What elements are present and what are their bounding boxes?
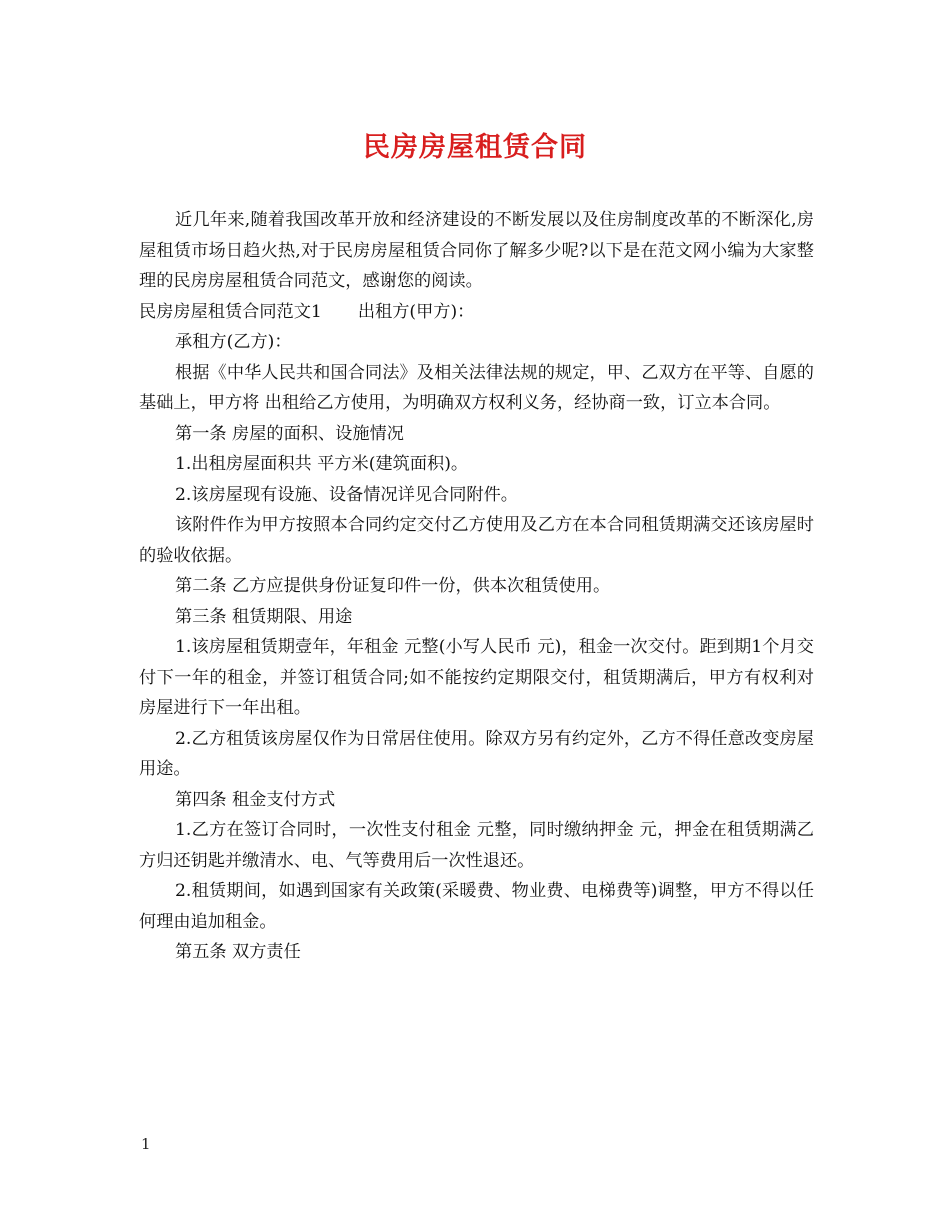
- article-4-title: 第四条 租金支付方式: [175, 789, 336, 810]
- page-number: 1: [141, 1135, 151, 1153]
- preamble-paragraph: 根据《中华人民共和国合同法》及相关法律法规的规定，甲、乙双方在平等、自愿的基础上，甲方将 出租给乙方使用，为明确双方权利义务，经协商一致，订立本合同。: [139, 362, 814, 413]
- article-4-item-2: 2.租赁期间，如遇到国家有关政策(采暖费、物业费、电梯费等)调整，甲方不得以任何理由追加租金。: [139, 881, 814, 932]
- lessee-label: 承租方(乙方)：: [175, 332, 292, 352]
- article-3-item-2: 2.乙方租赁该房屋仅作为日常居住使用。除双方另有约定外，乙方不得任意改变房屋用途。: [139, 728, 814, 779]
- sample-heading-line: [139, 297, 814, 328]
- article-1-title: 第一条 房屋的面积、设施情况: [175, 423, 404, 444]
- article-1-item-1: 1.出租房屋面积共 平方米(建筑面积)。: [175, 454, 469, 474]
- article-5-title: 第五条 双方责任: [175, 942, 301, 962]
- article-1-item-2: 2.该房屋现有设施、设备情况详见合同附件。: [175, 484, 518, 505]
- document-body: [139, 205, 814, 968]
- article-1-note: 该附件作为甲方按照本合同约定交付乙方使用及乙方在本合同租赁期满交还该房屋时的验收依据。: [139, 515, 814, 566]
- sample-heading: 民房房屋租赁合同范文1: [139, 301, 322, 322]
- article-3-title: 第三条 租赁期限、用途: [175, 606, 353, 627]
- article-3-item-1: 1.该房屋租赁期壹年，年租金 元整(小写人民币 元)，租金一次交付。距到期1个月交付下一年的租金，并签订租赁合同;如不能按约定期限交付，租赁期满后，甲方有权利对房屋进行下一年出租。: [139, 637, 814, 718]
- document-title: 民房房屋租赁合同: [363, 132, 587, 163]
- intro-paragraph: 近几年来,随着我国改革开放和经济建设的不断发展以及住房制度改革的不断深化,房屋租赁市场日趋火热,对于民房房屋租赁合同你了解多少呢?以下是在范文网小编为大家整理的民房房屋租赁合同范文，感谢您的阅读。: [139, 210, 814, 291]
- lessor-label: 出租方(甲方)：: [357, 301, 475, 322]
- article-2: 第二条 乙方应提供身份证复印件一份，供本次租赁使用。: [175, 576, 611, 596]
- article-4-item-1: 1.乙方在签订合同时，一次性支付租金 元整，同时缴纳押金 元，押金在租赁期满乙方归还钥匙并缴清水、电、气等费用后一次性退还。: [139, 820, 814, 871]
